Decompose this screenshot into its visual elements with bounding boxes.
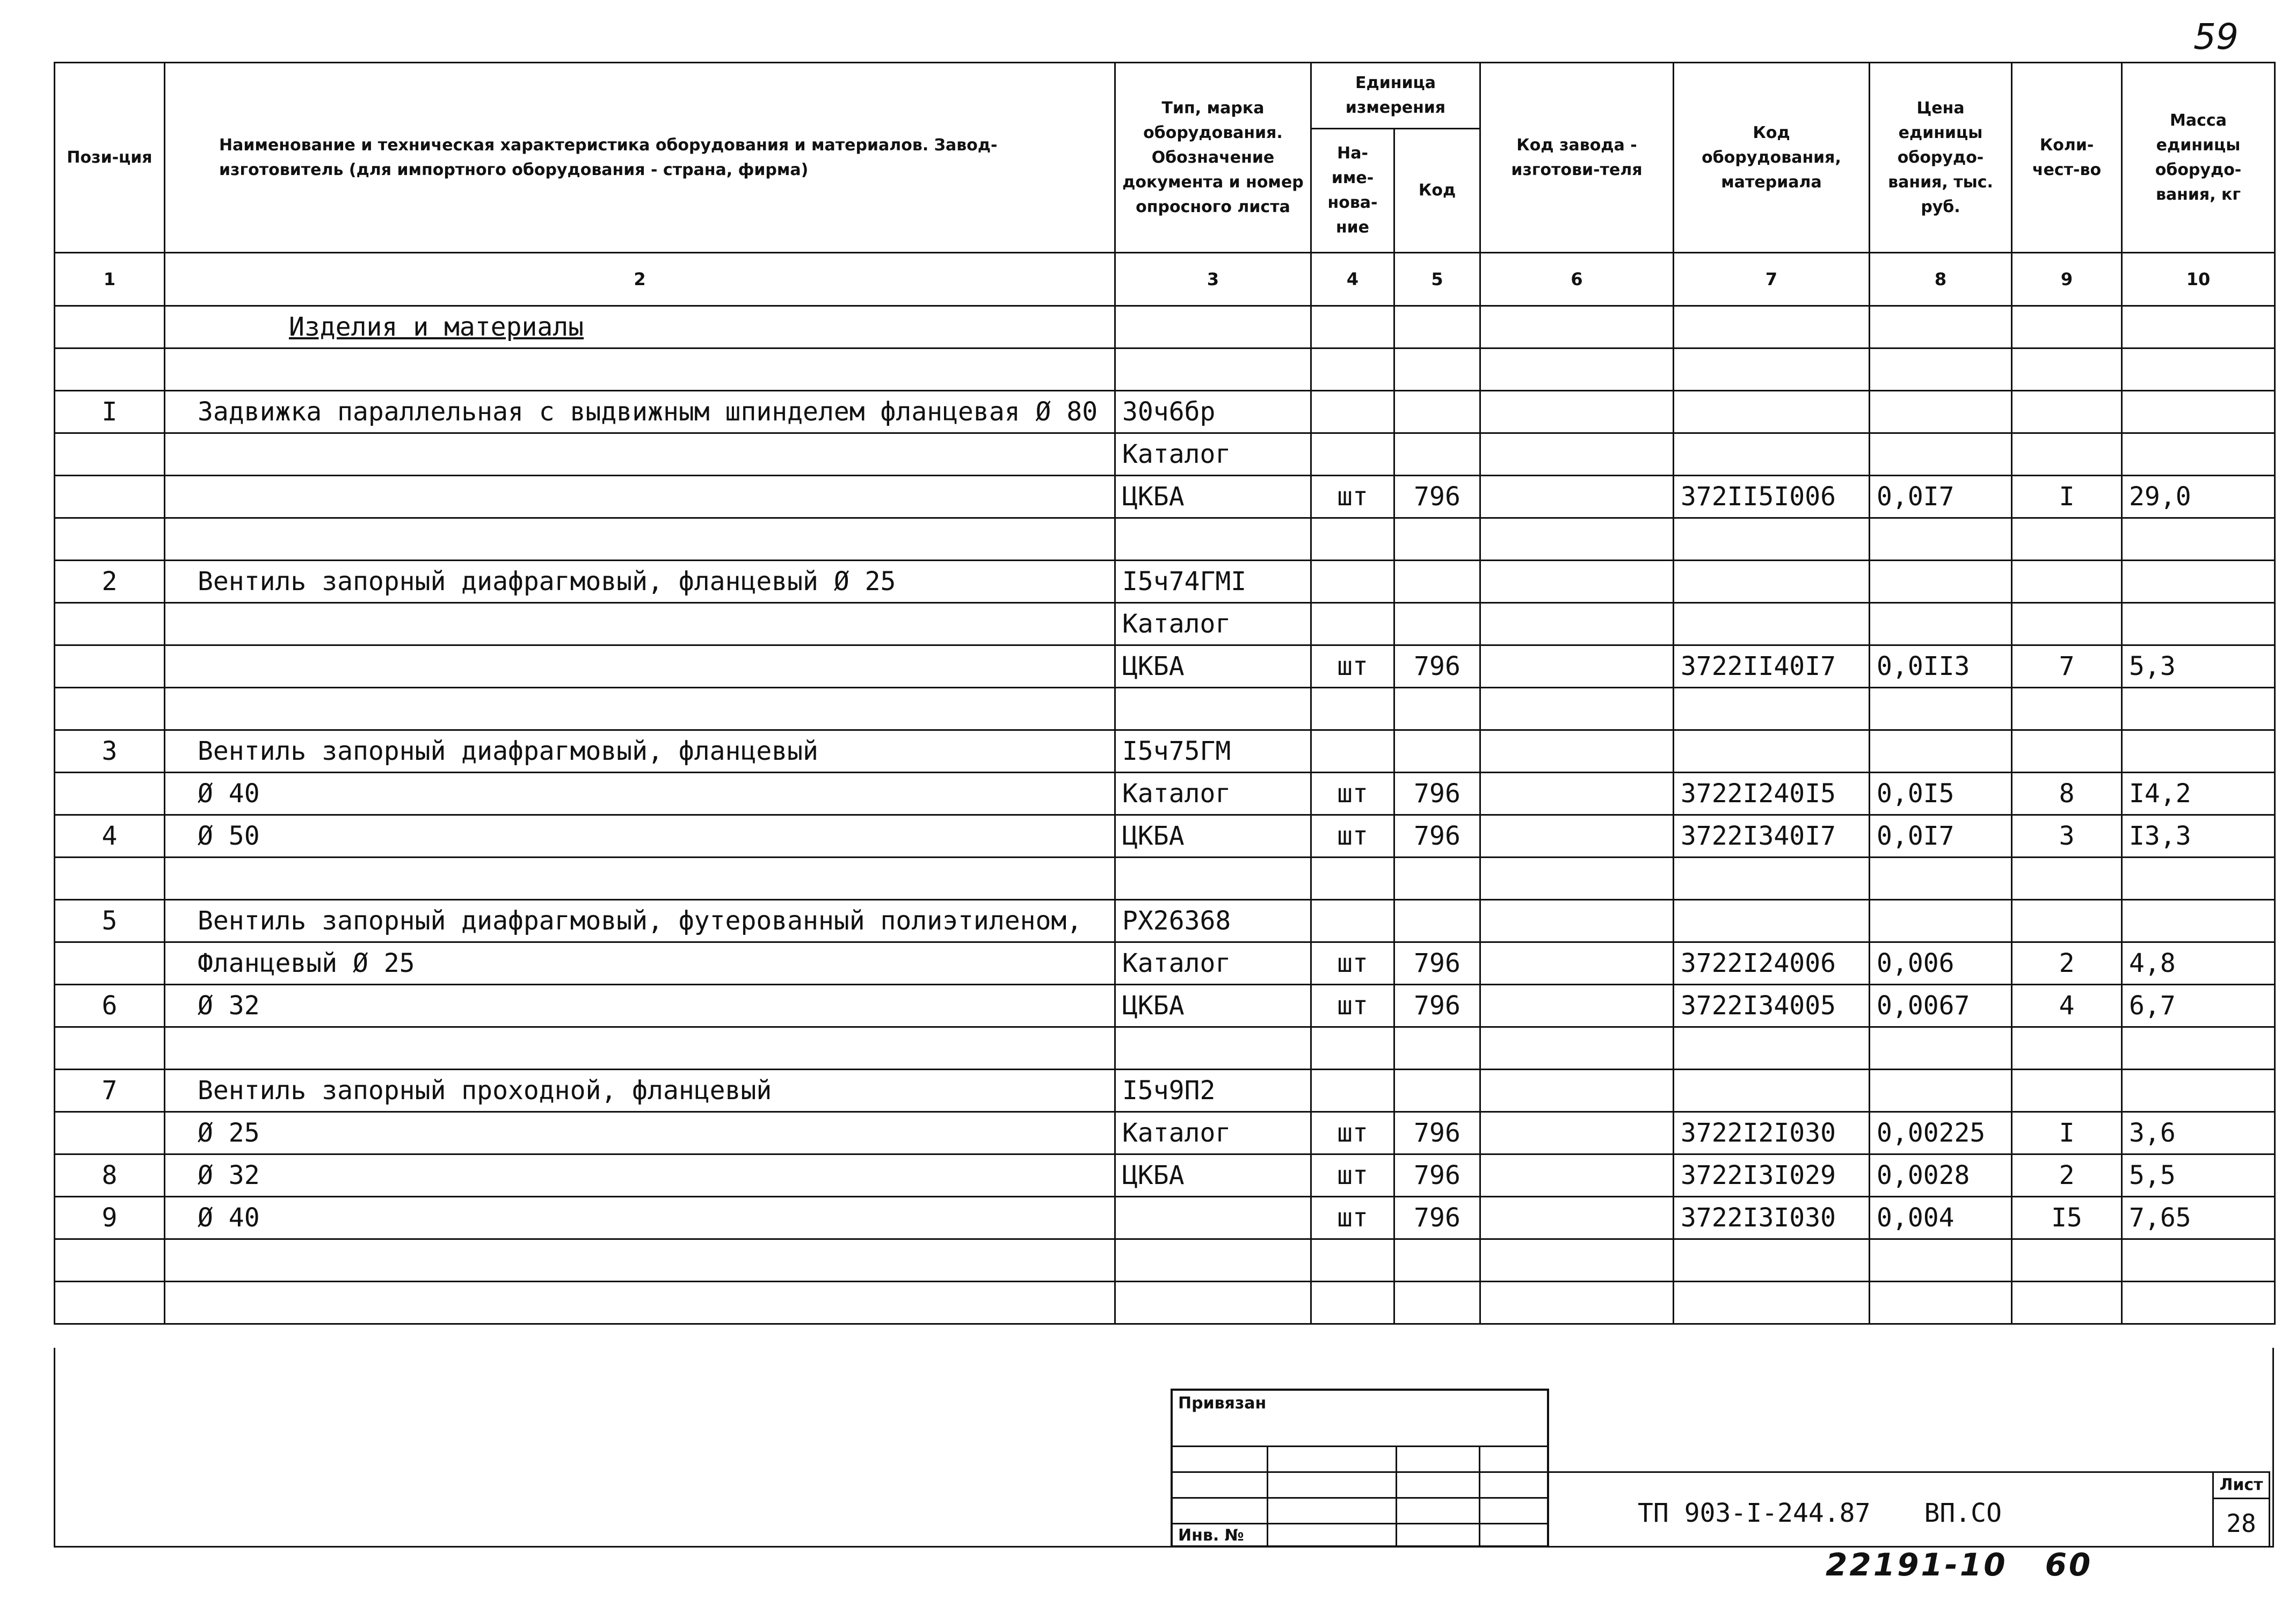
row-plant-code	[1480, 518, 1674, 561]
row-equipment-code	[1674, 1282, 1870, 1324]
row-quantity: I	[2012, 476, 2122, 518]
row-price	[1870, 688, 2012, 730]
row-plant-code	[1480, 1112, 1674, 1154]
document-designation	[1638, 1498, 2002, 1528]
col-number: 2	[165, 253, 1115, 306]
row-equipment-code	[1674, 688, 1870, 730]
row-equipment-code	[1674, 433, 1870, 476]
row-unit-code	[1394, 348, 1480, 391]
row-plant-code	[1480, 773, 1674, 815]
row-equipment-code	[1674, 858, 1870, 900]
section-title: Изделия и материалы	[165, 306, 1115, 348]
row-plant-code	[1480, 645, 1674, 688]
row-name	[165, 1027, 1115, 1070]
row-position: 4	[55, 815, 165, 858]
row-unit	[1311, 1070, 1394, 1112]
header-unit-group: Единица измерения	[1311, 63, 1480, 129]
header-row	[55, 63, 2275, 129]
row-equipment-code: 3722I24006	[1674, 942, 1870, 985]
row-unit-code	[1394, 603, 1480, 645]
row-plant-code	[1480, 1154, 1674, 1197]
row-position	[55, 942, 165, 985]
row-plant-code	[1480, 942, 1674, 985]
row-unit	[1311, 1239, 1394, 1282]
row-mass: 5,5	[2122, 1154, 2275, 1197]
row-unit-code: 796	[1394, 645, 1480, 688]
row-name	[165, 645, 1115, 688]
row-quantity	[2012, 1070, 2122, 1112]
row-type: РХ26368	[1115, 900, 1311, 942]
row-position	[55, 603, 165, 645]
row-price: 0,006	[1870, 942, 2012, 985]
row-unit: шт	[1311, 1154, 1394, 1197]
row-equipment-code	[1674, 1027, 1870, 1070]
row-unit-code: 796	[1394, 1197, 1480, 1239]
header-qty: Коли-чест-во	[2012, 63, 2122, 253]
row-equipment-code	[1674, 900, 1870, 942]
row-unit	[1311, 518, 1394, 561]
row-unit-code	[1394, 858, 1480, 900]
table-row	[55, 1282, 2275, 1324]
row-name	[165, 1282, 1115, 1324]
row-position: I	[55, 391, 165, 433]
row-mass: I4,2	[2122, 773, 2275, 815]
row-unit-code: 796	[1394, 815, 1480, 858]
row-type	[1115, 1197, 1311, 1239]
sheet-label: Лист	[2214, 1473, 2269, 1499]
row-unit-code: 796	[1394, 985, 1480, 1027]
row-position	[55, 476, 165, 518]
row-equipment-code: 372II5I006	[1674, 476, 1870, 518]
row-position: 6	[55, 985, 165, 1027]
table-row	[55, 476, 2275, 518]
row-unit-code	[1394, 1282, 1480, 1324]
row-unit	[1311, 391, 1394, 433]
sheet-number: 28	[2226, 1509, 2256, 1538]
row-type	[1115, 858, 1311, 900]
row-quantity: 2	[2012, 942, 2122, 985]
row-name: Ø 32	[165, 985, 1115, 1027]
header-name: Наименование и техническая характеристика оборудования и материалов. Завод-изготовитель (для импортного оборудования - страна, фирма)	[165, 63, 1115, 253]
row-price: 0,0II3	[1870, 645, 2012, 688]
row-unit-code	[1394, 561, 1480, 603]
row-price: 0,00225	[1870, 1112, 2012, 1154]
table-row	[55, 1112, 2275, 1154]
table-row	[55, 348, 2275, 391]
row-price	[1870, 730, 2012, 773]
row-unit	[1311, 603, 1394, 645]
row-mass	[2122, 688, 2275, 730]
footer-code-tail: 60	[2045, 1546, 2093, 1583]
row-price	[1870, 1282, 2012, 1324]
row-mass	[2122, 1027, 2275, 1070]
row-quantity: 2	[2012, 1154, 2122, 1197]
row-position	[55, 688, 165, 730]
row-position: 9	[55, 1197, 165, 1239]
row-mass	[2122, 518, 2275, 561]
row-name: Вентиль запорный проходной, фланцевый	[165, 1070, 1115, 1112]
row-mass	[2122, 900, 2275, 942]
row-price	[1870, 1239, 2012, 1282]
row-position: 7	[55, 1070, 165, 1112]
row-unit	[1311, 900, 1394, 942]
row-quantity: 4	[2012, 985, 2122, 1027]
row-type: ЦКБА	[1115, 476, 1311, 518]
col-number: 3	[1115, 253, 1311, 306]
row-mass	[2122, 561, 2275, 603]
row-type	[1115, 1239, 1311, 1282]
row-position: 5	[55, 900, 165, 942]
row-unit-code	[1394, 900, 1480, 942]
row-price	[1870, 1070, 2012, 1112]
row-name: Ø 50	[165, 815, 1115, 858]
row-quantity	[2012, 858, 2122, 900]
row-name: Ø 40	[165, 773, 1115, 815]
row-plant-code	[1480, 730, 1674, 773]
row-position: 2	[55, 561, 165, 603]
row-mass: 5,3	[2122, 645, 2275, 688]
row-name	[165, 518, 1115, 561]
col-number: 7	[1674, 253, 1870, 306]
row-name	[165, 476, 1115, 518]
row-quantity	[2012, 603, 2122, 645]
header-mass: Масса единицы оборудо-вания, кг	[2122, 63, 2275, 253]
row-unit	[1311, 433, 1394, 476]
row-equipment-code	[1674, 730, 1870, 773]
row-unit-code: 796	[1394, 476, 1480, 518]
row-unit: шт	[1311, 773, 1394, 815]
row-unit-code: 796	[1394, 773, 1480, 815]
row-price	[1870, 900, 2012, 942]
row-quantity	[2012, 1239, 2122, 1282]
row-unit: шт	[1311, 1112, 1394, 1154]
row-type	[1115, 1282, 1311, 1324]
table-row	[55, 1027, 2275, 1070]
row-price: 0,0I7	[1870, 815, 2012, 858]
row-price	[1870, 391, 2012, 433]
row-unit: шт	[1311, 645, 1394, 688]
header-equip-code: Код оборудования, материала	[1674, 63, 1870, 253]
col-number: 1	[55, 253, 165, 306]
row-equipment-code	[1674, 518, 1870, 561]
row-mass: 3,6	[2122, 1112, 2275, 1154]
row-type: Каталог	[1115, 942, 1311, 985]
row-quantity	[2012, 730, 2122, 773]
row-unit-code: 796	[1394, 1112, 1480, 1154]
row-mass: 4,8	[2122, 942, 2275, 985]
row-name	[165, 348, 1115, 391]
row-quantity	[2012, 561, 2122, 603]
row-type: I5ч75ГМ	[1115, 730, 1311, 773]
row-mass: 29,0	[2122, 476, 2275, 518]
row-name	[165, 688, 1115, 730]
row-mass	[2122, 348, 2275, 391]
row-position	[55, 1239, 165, 1282]
footer-code	[1826, 1546, 2092, 1583]
row-mass	[2122, 603, 2275, 645]
row-type	[1115, 1027, 1311, 1070]
row-type: ЦКБА	[1115, 985, 1311, 1027]
row-quantity: I	[2012, 1112, 2122, 1154]
row-equipment-code: 3722I240I5	[1674, 773, 1870, 815]
doc-id: ТП 903-I-244.87	[1638, 1498, 1871, 1528]
row-quantity	[2012, 348, 2122, 391]
row-unit: шт	[1311, 942, 1394, 985]
row-position	[55, 433, 165, 476]
inventory-label: Инв. №	[1178, 1526, 1244, 1545]
col-number: 8	[1870, 253, 2012, 306]
row-unit	[1311, 858, 1394, 900]
table-row	[55, 858, 2275, 900]
row-mass	[2122, 730, 2275, 773]
col-number: 4	[1311, 253, 1394, 306]
row-plant-code	[1480, 1282, 1674, 1324]
row-equipment-code: 3722I340I7	[1674, 815, 1870, 858]
row-unit-code	[1394, 688, 1480, 730]
row-position	[55, 348, 165, 391]
table-row	[55, 518, 2275, 561]
row-mass	[2122, 858, 2275, 900]
row-name: Ø 32	[165, 1154, 1115, 1197]
row-type: Каталог	[1115, 433, 1311, 476]
table-row	[55, 603, 2275, 645]
row-position	[55, 645, 165, 688]
row-unit-code	[1394, 391, 1480, 433]
row-name	[165, 1239, 1115, 1282]
row-position	[55, 1282, 165, 1324]
header-unit-name: На-име-нова-ние	[1311, 129, 1394, 253]
sheet-box	[2212, 1471, 2270, 1548]
row-quantity	[2012, 688, 2122, 730]
row-mass: 7,65	[2122, 1197, 2275, 1239]
row-name: Вентиль запорный диафрагмовый, футерованный полиэтиленом,	[165, 900, 1115, 942]
row-unit: шт	[1311, 476, 1394, 518]
row-price	[1870, 858, 2012, 900]
row-mass	[2122, 1070, 2275, 1112]
row-quantity: 7	[2012, 645, 2122, 688]
row-plant-code	[1480, 1070, 1674, 1112]
row-quantity	[2012, 518, 2122, 561]
row-type	[1115, 348, 1311, 391]
row-price: 0,004	[1870, 1197, 2012, 1239]
row-type: ЦКБА	[1115, 1154, 1311, 1197]
row-plant-code	[1480, 815, 1674, 858]
doc-section: ВП.СО	[1924, 1498, 2002, 1528]
row-equipment-code: 3722II40I7	[1674, 645, 1870, 688]
row-position	[55, 1027, 165, 1070]
row-plant-code	[1480, 433, 1674, 476]
row-price	[1870, 348, 2012, 391]
row-mass	[2122, 433, 2275, 476]
row-unit-code	[1394, 730, 1480, 773]
row-plant-code	[1480, 348, 1674, 391]
col-number: 10	[2122, 253, 2275, 306]
row-plant-code	[1480, 1027, 1674, 1070]
row-name	[165, 603, 1115, 645]
table-row	[55, 730, 2275, 773]
row-unit: шт	[1311, 815, 1394, 858]
row-equipment-code: 3722I34005	[1674, 985, 1870, 1027]
row-mass	[2122, 391, 2275, 433]
row-type: Каталог	[1115, 1112, 1311, 1154]
table-row	[55, 900, 2275, 942]
row-position: 3	[55, 730, 165, 773]
table-row	[55, 688, 2275, 730]
row-price	[1870, 561, 2012, 603]
row-type: I5ч74ГМI	[1115, 561, 1311, 603]
header-type: Тип, марка оборудования. Обозначение документа и номер опросного листа	[1115, 63, 1311, 253]
row-unit	[1311, 1027, 1394, 1070]
row-equipment-code	[1674, 391, 1870, 433]
table-row	[55, 433, 2275, 476]
row-price	[1870, 518, 2012, 561]
row-equipment-code: 3722I2I030	[1674, 1112, 1870, 1154]
row-unit-code	[1394, 518, 1480, 561]
column-numbers-row	[55, 253, 2275, 306]
table-row	[55, 1070, 2275, 1112]
row-quantity	[2012, 1027, 2122, 1070]
table-row	[55, 1154, 2275, 1197]
row-type: Каталог	[1115, 773, 1311, 815]
header-plant-code: Код завода - изготови-теля	[1480, 63, 1674, 253]
row-plant-code	[1480, 688, 1674, 730]
row-plant-code	[1480, 900, 1674, 942]
row-mass: 6,7	[2122, 985, 2275, 1027]
row-equipment-code	[1674, 1239, 1870, 1282]
row-name	[165, 433, 1115, 476]
header-unit-code: Код	[1394, 129, 1480, 253]
table-row	[55, 773, 2275, 815]
table-row	[55, 1197, 2275, 1239]
row-name: Вентиль запорный диафрагмовый, фланцевый	[165, 730, 1115, 773]
table-row	[55, 942, 2275, 985]
row-type: ЦКБА	[1115, 645, 1311, 688]
specification-table	[54, 62, 2276, 1325]
row-position	[55, 858, 165, 900]
row-type: I5ч9П2	[1115, 1070, 1311, 1112]
table-row	[55, 985, 2275, 1027]
row-quantity: I5	[2012, 1197, 2122, 1239]
row-position	[55, 1112, 165, 1154]
row-price	[1870, 1027, 2012, 1070]
row-type: 30ч6бр	[1115, 391, 1311, 433]
row-mass	[2122, 1239, 2275, 1282]
row-plant-code	[1480, 561, 1674, 603]
table-row	[55, 561, 2275, 603]
bound-label: Привязан	[1178, 1394, 1267, 1413]
row-unit	[1311, 561, 1394, 603]
row-unit-code: 796	[1394, 1154, 1480, 1197]
row-price: 0,0I5	[1870, 773, 2012, 815]
row-unit	[1311, 348, 1394, 391]
table-row	[55, 1239, 2275, 1282]
row-unit-code	[1394, 1239, 1480, 1282]
table-row	[55, 815, 2275, 858]
row-name: Ø 40	[165, 1197, 1115, 1239]
row-mass: I3,3	[2122, 815, 2275, 858]
row-price: 0,0I7	[1870, 476, 2012, 518]
row-equipment-code: 3722I3I029	[1674, 1154, 1870, 1197]
row-position	[55, 518, 165, 561]
row-type: ЦКБА	[1115, 815, 1311, 858]
row-type	[1115, 688, 1311, 730]
row-plant-code	[1480, 1239, 1674, 1282]
row-name	[165, 858, 1115, 900]
row-unit	[1311, 688, 1394, 730]
row-plant-code	[1480, 476, 1674, 518]
row-plant-code	[1480, 391, 1674, 433]
row-plant-code	[1480, 1197, 1674, 1239]
row-unit	[1311, 730, 1394, 773]
row-position: 8	[55, 1154, 165, 1197]
table-row	[55, 645, 2275, 688]
row-name: Задвижка параллельная с выдвижным шпинделем фланцевая Ø 80	[165, 391, 1115, 433]
row-unit: шт	[1311, 985, 1394, 1027]
row-plant-code	[1480, 603, 1674, 645]
header-pos: Пози-ция	[55, 63, 165, 253]
page-number: 59	[2193, 16, 2239, 57]
row-quantity: 8	[2012, 773, 2122, 815]
row-price	[1870, 433, 2012, 476]
row-name: Вентиль запорный диафрагмовый, фланцевый Ø 25	[165, 561, 1115, 603]
table-row	[55, 391, 2275, 433]
row-equipment-code	[1674, 348, 1870, 391]
row-equipment-code	[1674, 603, 1870, 645]
row-unit	[1311, 1282, 1394, 1324]
col-number: 9	[2012, 253, 2122, 306]
title-block-line	[1549, 1471, 2212, 1473]
row-position	[55, 773, 165, 815]
col-number: 6	[1480, 253, 1674, 306]
row-type	[1115, 518, 1311, 561]
row-unit-code	[1394, 433, 1480, 476]
binding-stamp	[1171, 1389, 1549, 1548]
row-quantity	[2012, 433, 2122, 476]
row-unit-code	[1394, 1027, 1480, 1070]
row-price	[1870, 603, 2012, 645]
row-unit-code: 796	[1394, 942, 1480, 985]
row-price: 0,0067	[1870, 985, 2012, 1027]
row-equipment-code: 3722I3I030	[1674, 1197, 1870, 1239]
row-name: Ø 25	[165, 1112, 1115, 1154]
section-title-row	[55, 306, 2275, 348]
row-price: 0,0028	[1870, 1154, 2012, 1197]
row-quantity	[2012, 391, 2122, 433]
row-unit-code	[1394, 1070, 1480, 1112]
row-equipment-code	[1674, 561, 1870, 603]
row-type: Каталог	[1115, 603, 1311, 645]
row-unit: шт	[1311, 1197, 1394, 1239]
col-number: 5	[1394, 253, 1480, 306]
footer-code-main: 22191-10	[1826, 1546, 2008, 1583]
row-quantity	[2012, 1282, 2122, 1324]
row-quantity: 3	[2012, 815, 2122, 858]
row-plant-code	[1480, 858, 1674, 900]
row-name: Фланцевый Ø 25	[165, 942, 1115, 985]
row-mass	[2122, 1282, 2275, 1324]
row-quantity	[2012, 900, 2122, 942]
row-equipment-code	[1674, 1070, 1870, 1112]
header-price: Цена единицы оборудо-вания, тыс. руб.	[1870, 63, 2012, 253]
row-plant-code	[1480, 985, 1674, 1027]
